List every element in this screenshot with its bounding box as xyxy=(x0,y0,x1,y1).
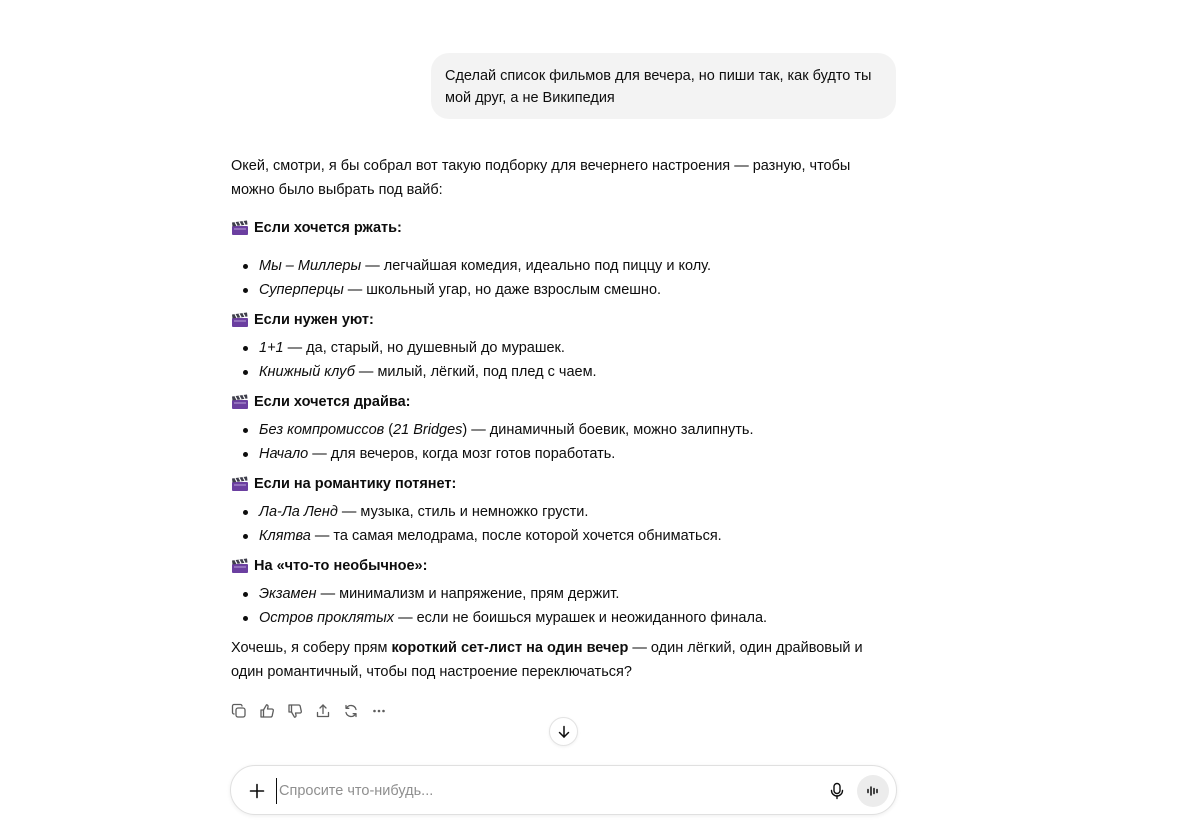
outro-text-end: — один лёгкий, один драйвовый и один романтичный, чтобы под настроение переключаться? xyxy=(231,640,863,680)
clapper-board-icon xyxy=(231,558,249,574)
section-heading xyxy=(231,390,891,414)
list-item xyxy=(243,442,891,466)
movie-title: Без компромиссов xyxy=(259,422,385,438)
movie-title: Книжный клуб xyxy=(259,364,355,380)
movie-title: Мы – Миллеры xyxy=(259,258,362,274)
movie-title: Ла-Ла Ленд xyxy=(259,504,338,520)
list-item xyxy=(243,254,891,278)
clapper-board-icon xyxy=(231,220,249,236)
arrow-down-icon xyxy=(556,724,572,740)
movie-description: ) — динамичный боевик, можно залипнуть. xyxy=(462,422,754,438)
list-item xyxy=(243,524,891,548)
message-input[interactable] xyxy=(276,778,796,804)
section-heading xyxy=(231,308,891,332)
clapper-board-icon xyxy=(231,312,249,328)
list-item xyxy=(243,606,891,630)
list-item xyxy=(243,418,891,442)
attach-button[interactable] xyxy=(245,779,269,803)
scroll-to-bottom-button[interactable] xyxy=(549,717,578,746)
outro-bold-text: короткий сет-лист на один вечер xyxy=(391,640,629,656)
regenerate-button[interactable] xyxy=(341,700,361,722)
more-icon xyxy=(371,703,387,719)
copy-icon xyxy=(231,703,247,719)
clapper-board-icon xyxy=(231,394,249,410)
movie-description: — для вечеров, когда мозг готов поработать. xyxy=(308,446,616,462)
section-heading-text: Если на романтику потянет: xyxy=(254,476,457,492)
dictate-button[interactable] xyxy=(827,781,847,801)
microphone-icon xyxy=(829,782,845,800)
assistant-message xyxy=(231,154,891,684)
assistant-outro xyxy=(231,636,891,684)
movie-section xyxy=(231,554,891,630)
user-message-text: Сделай список фильмов для вечера, но пиши так, как будто ты мой друг, а не Википедия xyxy=(445,68,872,106)
movie-description: — минимализм и напряжение, прям держит. xyxy=(316,586,620,602)
list-item xyxy=(243,278,891,302)
section-heading-text: Если хочется драйва: xyxy=(254,394,411,410)
section-heading xyxy=(231,554,891,578)
movie-description: — легчайшая комедия, идеально под пиццу и колу. xyxy=(361,258,711,274)
movie-title: Клятва xyxy=(259,528,311,544)
copy-button[interactable] xyxy=(229,700,249,722)
section-heading xyxy=(231,216,891,240)
share-button[interactable] xyxy=(313,700,333,722)
movie-description: — школьный угар, но даже взрослым смешно. xyxy=(343,282,662,298)
movie-section xyxy=(231,390,891,466)
plus-icon xyxy=(248,782,266,800)
assistant-intro: Окей, смотри, я бы собрал вот такую подборку для вечернего настроения — разную, чтобы можно было выбрать под вайб: xyxy=(231,158,851,198)
thumbs-up-button[interactable] xyxy=(257,700,277,722)
movie-section xyxy=(231,308,891,384)
movie-title: Экзамен xyxy=(259,586,317,602)
movie-description: — если не боишься мурашек и неожиданного финала. xyxy=(394,610,768,626)
thumbs-down-button[interactable] xyxy=(285,700,305,722)
share-icon xyxy=(315,703,331,719)
list-item xyxy=(243,336,891,360)
more-button[interactable] xyxy=(369,700,389,722)
movie-sections xyxy=(231,216,891,630)
movie-description: — та самая мелодрама, после которой хочется обниматься. xyxy=(310,528,722,544)
section-heading xyxy=(231,472,891,496)
voice-mode-button[interactable] xyxy=(857,775,889,807)
movie-section xyxy=(231,472,891,548)
thumbs-up-icon xyxy=(259,703,275,719)
clapper-board-icon xyxy=(231,476,249,492)
movie-list xyxy=(231,418,891,466)
list-item xyxy=(243,500,891,524)
movie-title: Остров проклятых xyxy=(259,610,395,626)
movie-paren-open: ( xyxy=(384,422,394,438)
section-heading-text: На «что-то необычное»: xyxy=(254,558,428,574)
movie-list xyxy=(231,336,891,384)
movie-description: — музыка, стиль и немножко грусти. xyxy=(337,504,589,520)
chat-composer xyxy=(230,765,897,815)
movie-title: Начало xyxy=(259,446,309,462)
movie-list xyxy=(231,254,891,302)
voice-waveform-icon xyxy=(865,783,881,799)
movie-description: — да, старый, но душевный до мурашек. xyxy=(283,340,565,356)
section-heading-text: Если хочется ржать: xyxy=(254,220,402,236)
list-item xyxy=(243,360,891,384)
movie-section xyxy=(231,216,891,302)
regenerate-icon xyxy=(343,703,359,719)
thumbs-down-icon xyxy=(287,703,303,719)
movie-title: Суперперцы xyxy=(259,282,344,298)
movie-original-title: 21 Bridges xyxy=(393,422,463,438)
outro-text: Хочешь, я соберу прям xyxy=(231,640,392,656)
movie-list xyxy=(231,582,891,630)
movie-title: 1+1 xyxy=(259,340,284,356)
section-heading-text: Если нужен уют: xyxy=(254,312,374,328)
movie-description: — милый, лёгкий, под плед с чаем. xyxy=(354,364,597,380)
message-actions xyxy=(229,700,389,722)
movie-list xyxy=(231,500,891,548)
user-message-bubble xyxy=(431,53,896,119)
list-item xyxy=(243,582,891,606)
